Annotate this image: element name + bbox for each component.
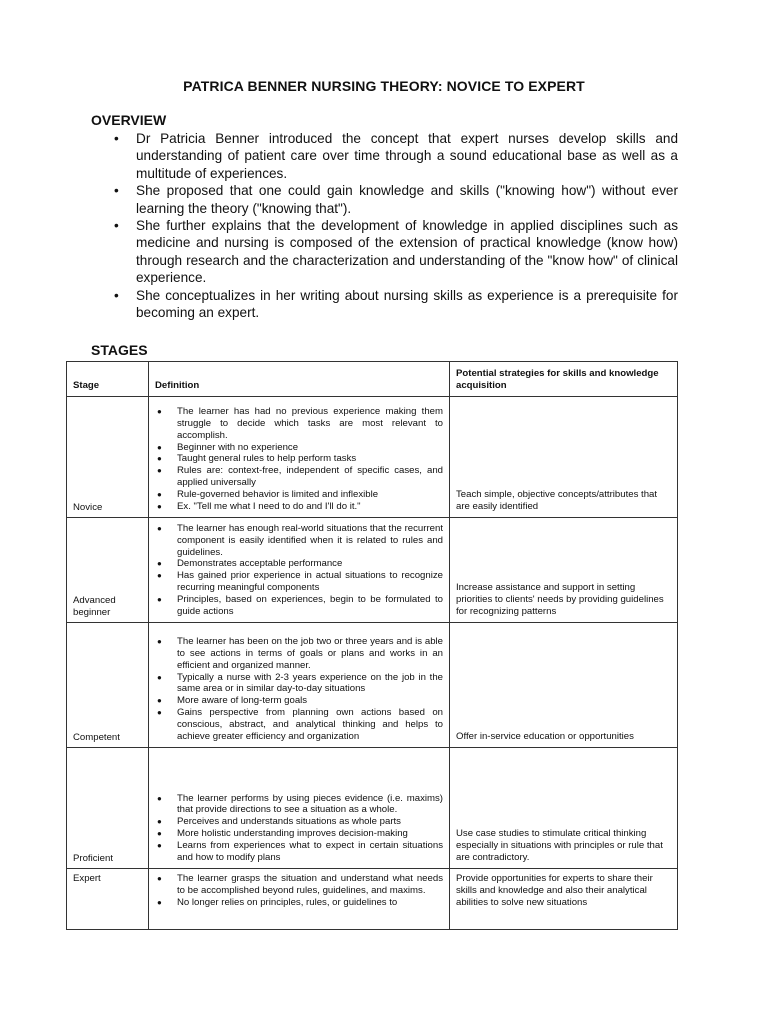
overview-bullet: • She further explains that the development of knowledge in applied disciplines such as medicine and nursing is composed of the extension of practical knowledge (know how) through research and the characterization and understanding of the "know how" of clinical experience. (114, 218, 678, 286)
definition-item: ● Principles, based on experiences, begin to be formulated to guide actions (157, 594, 443, 618)
stage-cell: Competent (67, 623, 149, 748)
definition-item: ● Beginner with no experience (157, 441, 299, 453)
definition-item: ● More holistic understanding improves decision-making (157, 828, 408, 840)
definition-item: ● Rules are: context-free, independent of specific cases, and applied universally (157, 465, 443, 489)
overview-bullet: • She proposed that one could gain knowledge and skills ("knowing how") without ever learning the theory ("knowing that"). (114, 183, 678, 216)
bullet-icon: ● (157, 571, 162, 581)
definition-item: ● Learns from experiences what to expect in certain situations and how to modify plans (157, 840, 443, 864)
definition-item: ● The learner performs by using pieces evidence (i.e. maxims) that provide directions to see a situation as a whole. (157, 792, 443, 816)
stage-cell: Advanced beginner (67, 518, 149, 623)
stages-heading: STAGES (91, 342, 148, 358)
bullet-icon: ● (157, 490, 162, 500)
definition-item: ● Rule-governed behavior is limited and inflexible (157, 489, 379, 501)
stage-cell: Proficient (67, 748, 149, 869)
definition-item: ● Perceives and understands situations as whole parts (157, 816, 401, 828)
definition-cell (149, 397, 450, 518)
bullet-icon: ● (157, 793, 162, 803)
definition-item: ● The learner has had no previous experience making them struggle to decide which tasks are most relevant to accomplish. (157, 405, 443, 441)
bullet-icon: ● (157, 841, 162, 851)
bullet-icon: ● (157, 829, 162, 839)
definition-cell (149, 623, 450, 748)
bullet-icon: ● (157, 595, 162, 605)
strategy-cell: Teach simple, objective concepts/attributes that are easily identified (450, 397, 678, 518)
overview-bullet: • She conceptualizes in her writing about nursing skills as experience is a prerequisite for becoming an expert. (114, 287, 678, 321)
header-strategies: Potential strategies for skills and knowledge acquisition (450, 362, 678, 397)
table-row (67, 397, 678, 518)
bullet-icon: ● (157, 636, 162, 646)
bullet-icon: ● (157, 406, 162, 416)
bullet-icon: ● (157, 672, 162, 682)
definition-item: ● No longer relies on principles, rules, or guidelines to (157, 896, 398, 908)
strategy-cell: Increase assistance and support in setting priorities to clients' needs by providing guidelines for recognizing patterns (450, 518, 678, 623)
definition-item: ● The learner has enough real-world situations that the recurrent component is easily identified when it is related to rules and guidelines. (157, 522, 443, 558)
stage-cell: Novice (67, 397, 149, 518)
bullet-icon: ● (157, 817, 162, 827)
bullet-icon: ● (157, 502, 162, 512)
overview-bullet: • Dr Patricia Benner introduced the concept that expert nurses develop skills and understanding of patient care over time through a sound educational base as well as a multitude of experiences. (114, 131, 678, 181)
header-stage: Stage (67, 362, 149, 397)
bullet-icon: ● (157, 442, 162, 452)
definition-item: ● The learner grasps the situation and understand what needs to be accomplished beyond rules, guidelines, and maxims. (157, 873, 443, 896)
definition-cell (149, 869, 450, 930)
table-row (67, 518, 678, 623)
bullet-icon: ● (157, 696, 162, 706)
overview-list (114, 130, 678, 321)
overview-heading: OVERVIEW (91, 112, 167, 128)
definition-cell (149, 748, 450, 869)
bullet-icon: • (114, 183, 119, 199)
table-row (67, 623, 678, 748)
bullet-icon: ● (157, 454, 162, 464)
table-row (67, 748, 678, 869)
definition-item: ● Ex. "Tell me what I need to do and I'll do it." (157, 501, 361, 513)
bullet-icon: • (114, 131, 119, 146)
bullet-icon: ● (157, 523, 162, 533)
definition-item: ● Demonstrates acceptable performance (157, 558, 343, 570)
strategy-cell: Offer in-service education or opportunities (450, 623, 678, 748)
bullet-icon: • (114, 287, 119, 303)
stage-cell: Expert (67, 869, 149, 930)
bullet-icon: ● (157, 708, 162, 718)
bullet-icon: ● (157, 466, 162, 476)
definition-item: ● Taught general rules to help perform tasks (157, 453, 357, 465)
definition-cell (149, 518, 450, 623)
bullet-icon: ● (157, 874, 162, 883)
bullet-icon: ● (157, 897, 162, 907)
header-definition: Definition (149, 362, 450, 397)
bullet-icon: ● (157, 559, 162, 569)
definition-item: ● Typically a nurse with 2-3 years experience on the job in the same area or in similar day-to-day situations (157, 671, 443, 695)
strategy-cell: Provide opportunities for experts to share their skills and knowledge and also their analytical abilities to solve new situations (450, 869, 678, 930)
table-header-row (67, 362, 678, 397)
definition-item: ● Has gained prior experience in actual situations to recognize recurring meaningful components (157, 570, 443, 594)
definition-item: ● The learner has been on the job two or three years and is able to see actions in terms of goals or plans and works in an efficient and organized manner. (157, 635, 443, 671)
document-title: PATRICA BENNER NURSING THEORY: NOVICE TO EXPERT (183, 78, 585, 94)
table-row (67, 869, 678, 930)
stages-table (66, 361, 678, 930)
definition-item: ● More aware of long-term goals (157, 695, 308, 707)
bullet-icon: • (114, 218, 119, 234)
strategy-cell: Use case studies to stimulate critical thinking especially in situations with principles or rule that are contradictory. (450, 748, 678, 869)
definition-item: ● Gains perspective from planning own actions based on conscious, abstract, and analytical thinking and helps to achieve greater efficiency and organization (157, 707, 443, 743)
